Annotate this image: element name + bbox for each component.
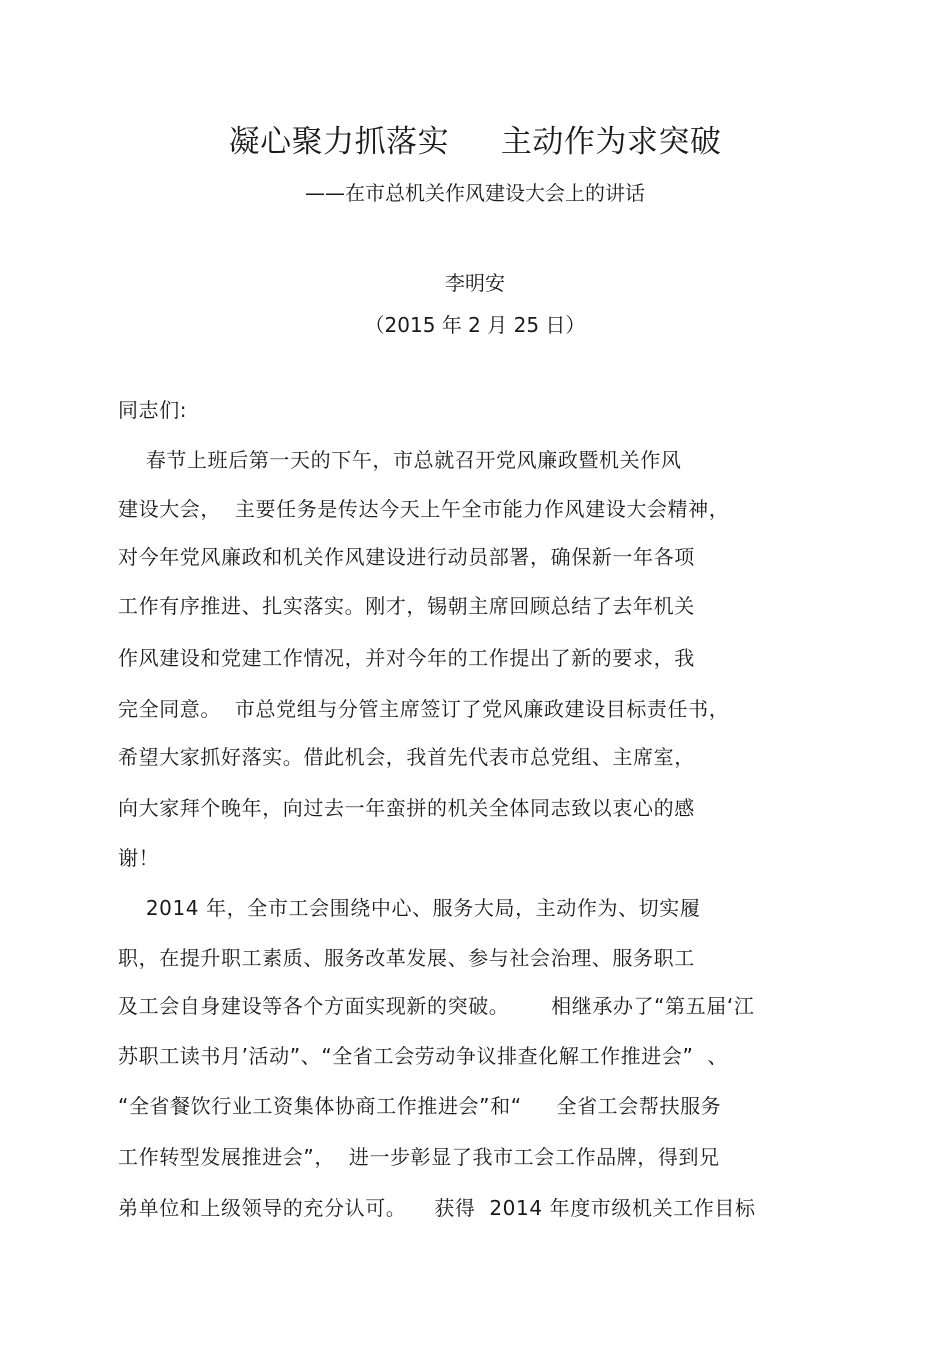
body-line: 2014 年，全市工会围绕中心、服务大局，主动作为、切实履: [118, 896, 701, 920]
body-line: 弟单位和上级领导的充分认可。 获得 2014 年度市级机关工作目标: [118, 1196, 756, 1220]
body-line: 完全同意。 市总党组与分管主席签订了党风廉政建设目标责任书，: [118, 697, 730, 721]
body-line: 工作转型发展推进会”， 进一步彰显了我市工会工作品牌，得到兄: [118, 1145, 720, 1169]
document-subtitle: ——在市总机关作风建设大会上的讲话: [305, 181, 645, 205]
body-line: 春节上班后第一天的下午，市总就召开党风廉政暨机关作风: [118, 448, 682, 472]
body-line: 苏职工读书月’活动”、“全省工会劳动争议排查化解工作推进会” 、: [118, 1044, 728, 1068]
body-line: 工作有序推进、扎实落实。刚才，锡朝主席回顾总结了去年机关: [118, 594, 695, 618]
body-line: 对今年党风廉政和机关作风建设进行动员部署，确保新一年各项: [118, 545, 695, 569]
body-line: 希望大家抓好落实。借此机会，我首先代表市总党组、主席室，: [118, 745, 695, 769]
body-line: “全省餐饮行业工资集体协商工作推进会”和“ 全省工会帮扶服务: [118, 1094, 722, 1118]
speech-date: （2015 年 2 月 25 日）: [364, 313, 586, 337]
body-line: 职，在提升职工素质、服务改革发展、参与社会治理、服务职工: [118, 946, 695, 970]
body-line: 作风建设和党建工作情况，并对今年的工作提出了新的要求，我: [118, 646, 695, 670]
body-line: 及工会自身建设等各个方面实现新的突破。 相继承办了“第五届‘江: [118, 994, 755, 1018]
salutation: 同志们:: [118, 398, 188, 422]
author-name: 李明安: [445, 271, 505, 295]
document-title: 凝心聚力抓落实 主动作为求突破: [228, 124, 722, 160]
body-line: 建设大会， 主要任务是传达今天上午全市能力作风建设大会精神，: [118, 497, 730, 521]
body-line: 谢！: [118, 846, 160, 870]
body-line: 向大家拜个晚年，向过去一年蛮拼的机关全体同志致以衷心的感: [118, 796, 695, 820]
